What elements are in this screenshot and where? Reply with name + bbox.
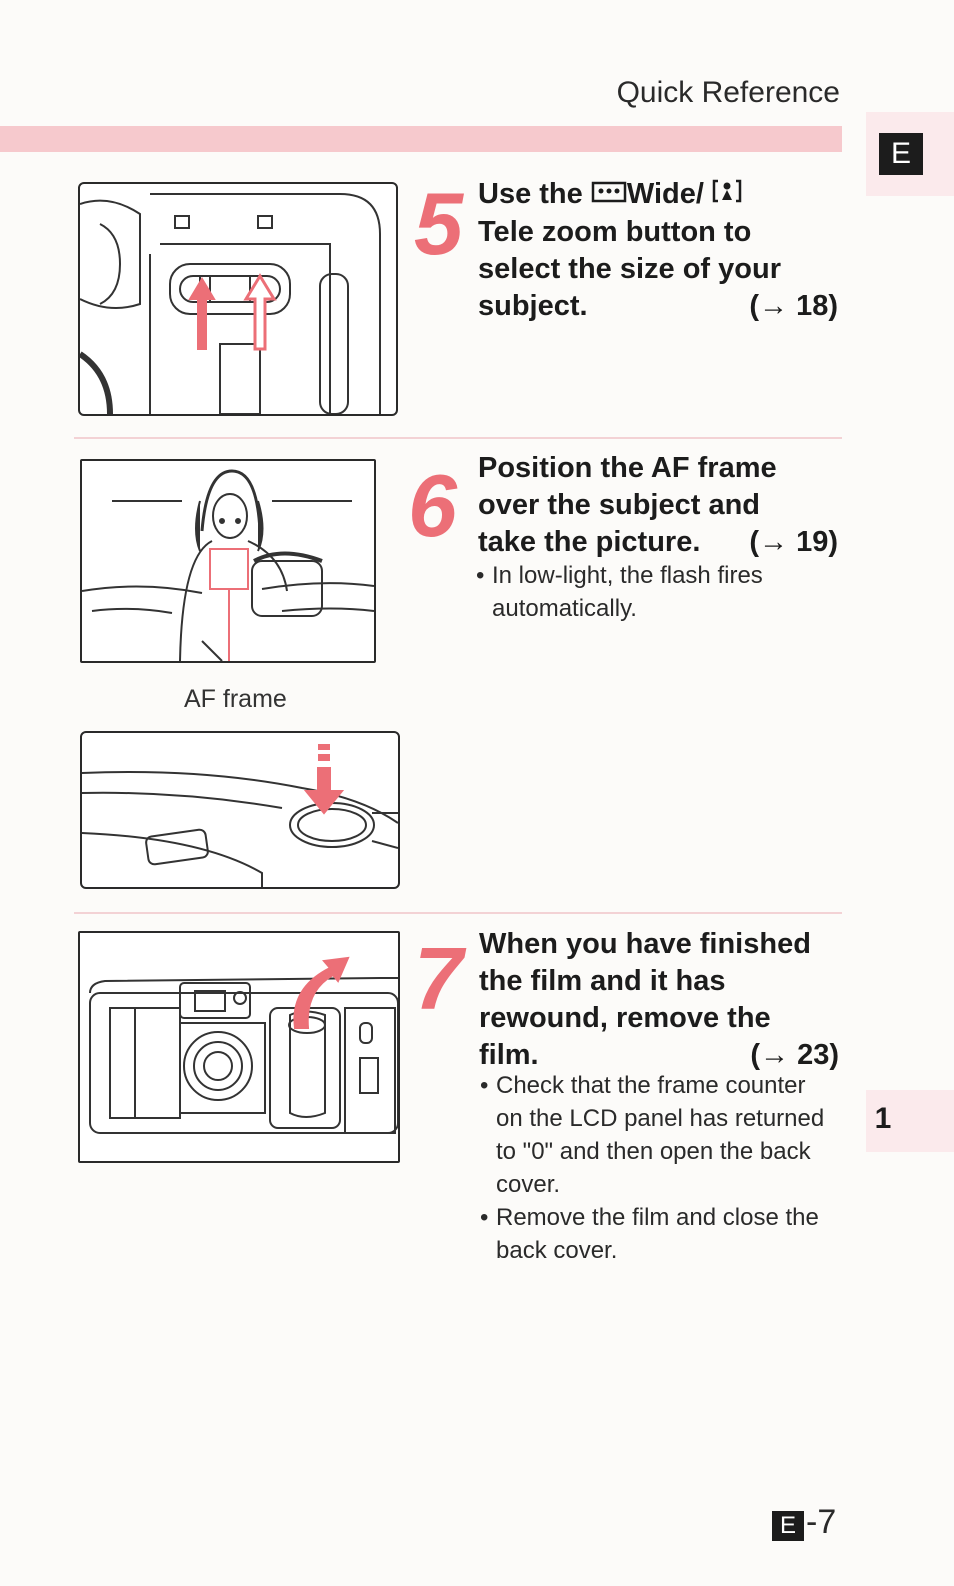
step-5-page-ref: (→ 18)	[749, 289, 838, 322]
step-7-bullets	[480, 1069, 830, 1267]
step-7-bullet-1: • Check that the frame counter on the LCD panel has returned to "0" and then open the back cover.	[480, 1069, 830, 1201]
step-6-title-line2: over the subject and	[478, 489, 761, 521]
step-5-title-line3: select the size of your	[478, 252, 781, 285]
step-7-title-line2: the film and it has	[479, 965, 726, 997]
step-6-page-ref: (→ 19)	[749, 526, 838, 558]
step-6-bullet-1: • In low-light, the flash fires automatically.	[476, 559, 836, 625]
step-7-title-line3: rewound, remove the	[479, 1002, 771, 1034]
tele-zoom-icon	[712, 177, 742, 214]
chapter-tab-number: 1	[874, 1102, 892, 1135]
step-7-title	[479, 926, 839, 1074]
header-band	[0, 126, 842, 152]
step-6-title-line3: take the picture.	[478, 526, 701, 558]
step-7-page-ref: (→ 23)	[750, 1039, 839, 1071]
section-tab-letter: E	[879, 133, 923, 175]
step-7-title-line4: film.	[479, 1039, 539, 1071]
step-5-title-prefix: Use the	[478, 178, 583, 210]
zoom-button-illustration	[78, 182, 398, 416]
step-5-title-wide: Wide/	[626, 178, 704, 210]
page-section-letter: E	[772, 1511, 804, 1541]
wide-zoom-icon	[591, 177, 627, 214]
step-7-title-line1: When you have finished	[479, 928, 811, 960]
step-divider-1	[74, 437, 842, 439]
step-5-number: 5	[414, 174, 463, 273]
step-divider-2	[74, 912, 842, 914]
step-5-title	[478, 176, 838, 325]
page-header-title: Quick Reference	[616, 76, 840, 109]
step-5-title-line4: subject.	[478, 289, 588, 322]
step-6-number: 6	[408, 456, 457, 555]
film-removal-illustration	[78, 931, 400, 1163]
step-5-title-line2: Tele zoom button to	[478, 215, 752, 248]
viewfinder-illustration	[80, 459, 376, 663]
af-frame-label: AF frame	[184, 685, 287, 713]
page-number: -7	[806, 1503, 837, 1541]
step-6-title-line1: Position the AF frame	[478, 452, 777, 484]
shutter-button-illustration	[80, 731, 400, 889]
step-7-number: 7	[414, 929, 463, 1028]
step-6-title	[478, 450, 838, 561]
step-7-bullet-2: • Remove the film and close the back cover.	[480, 1201, 830, 1267]
step-6-bullets	[476, 559, 836, 625]
